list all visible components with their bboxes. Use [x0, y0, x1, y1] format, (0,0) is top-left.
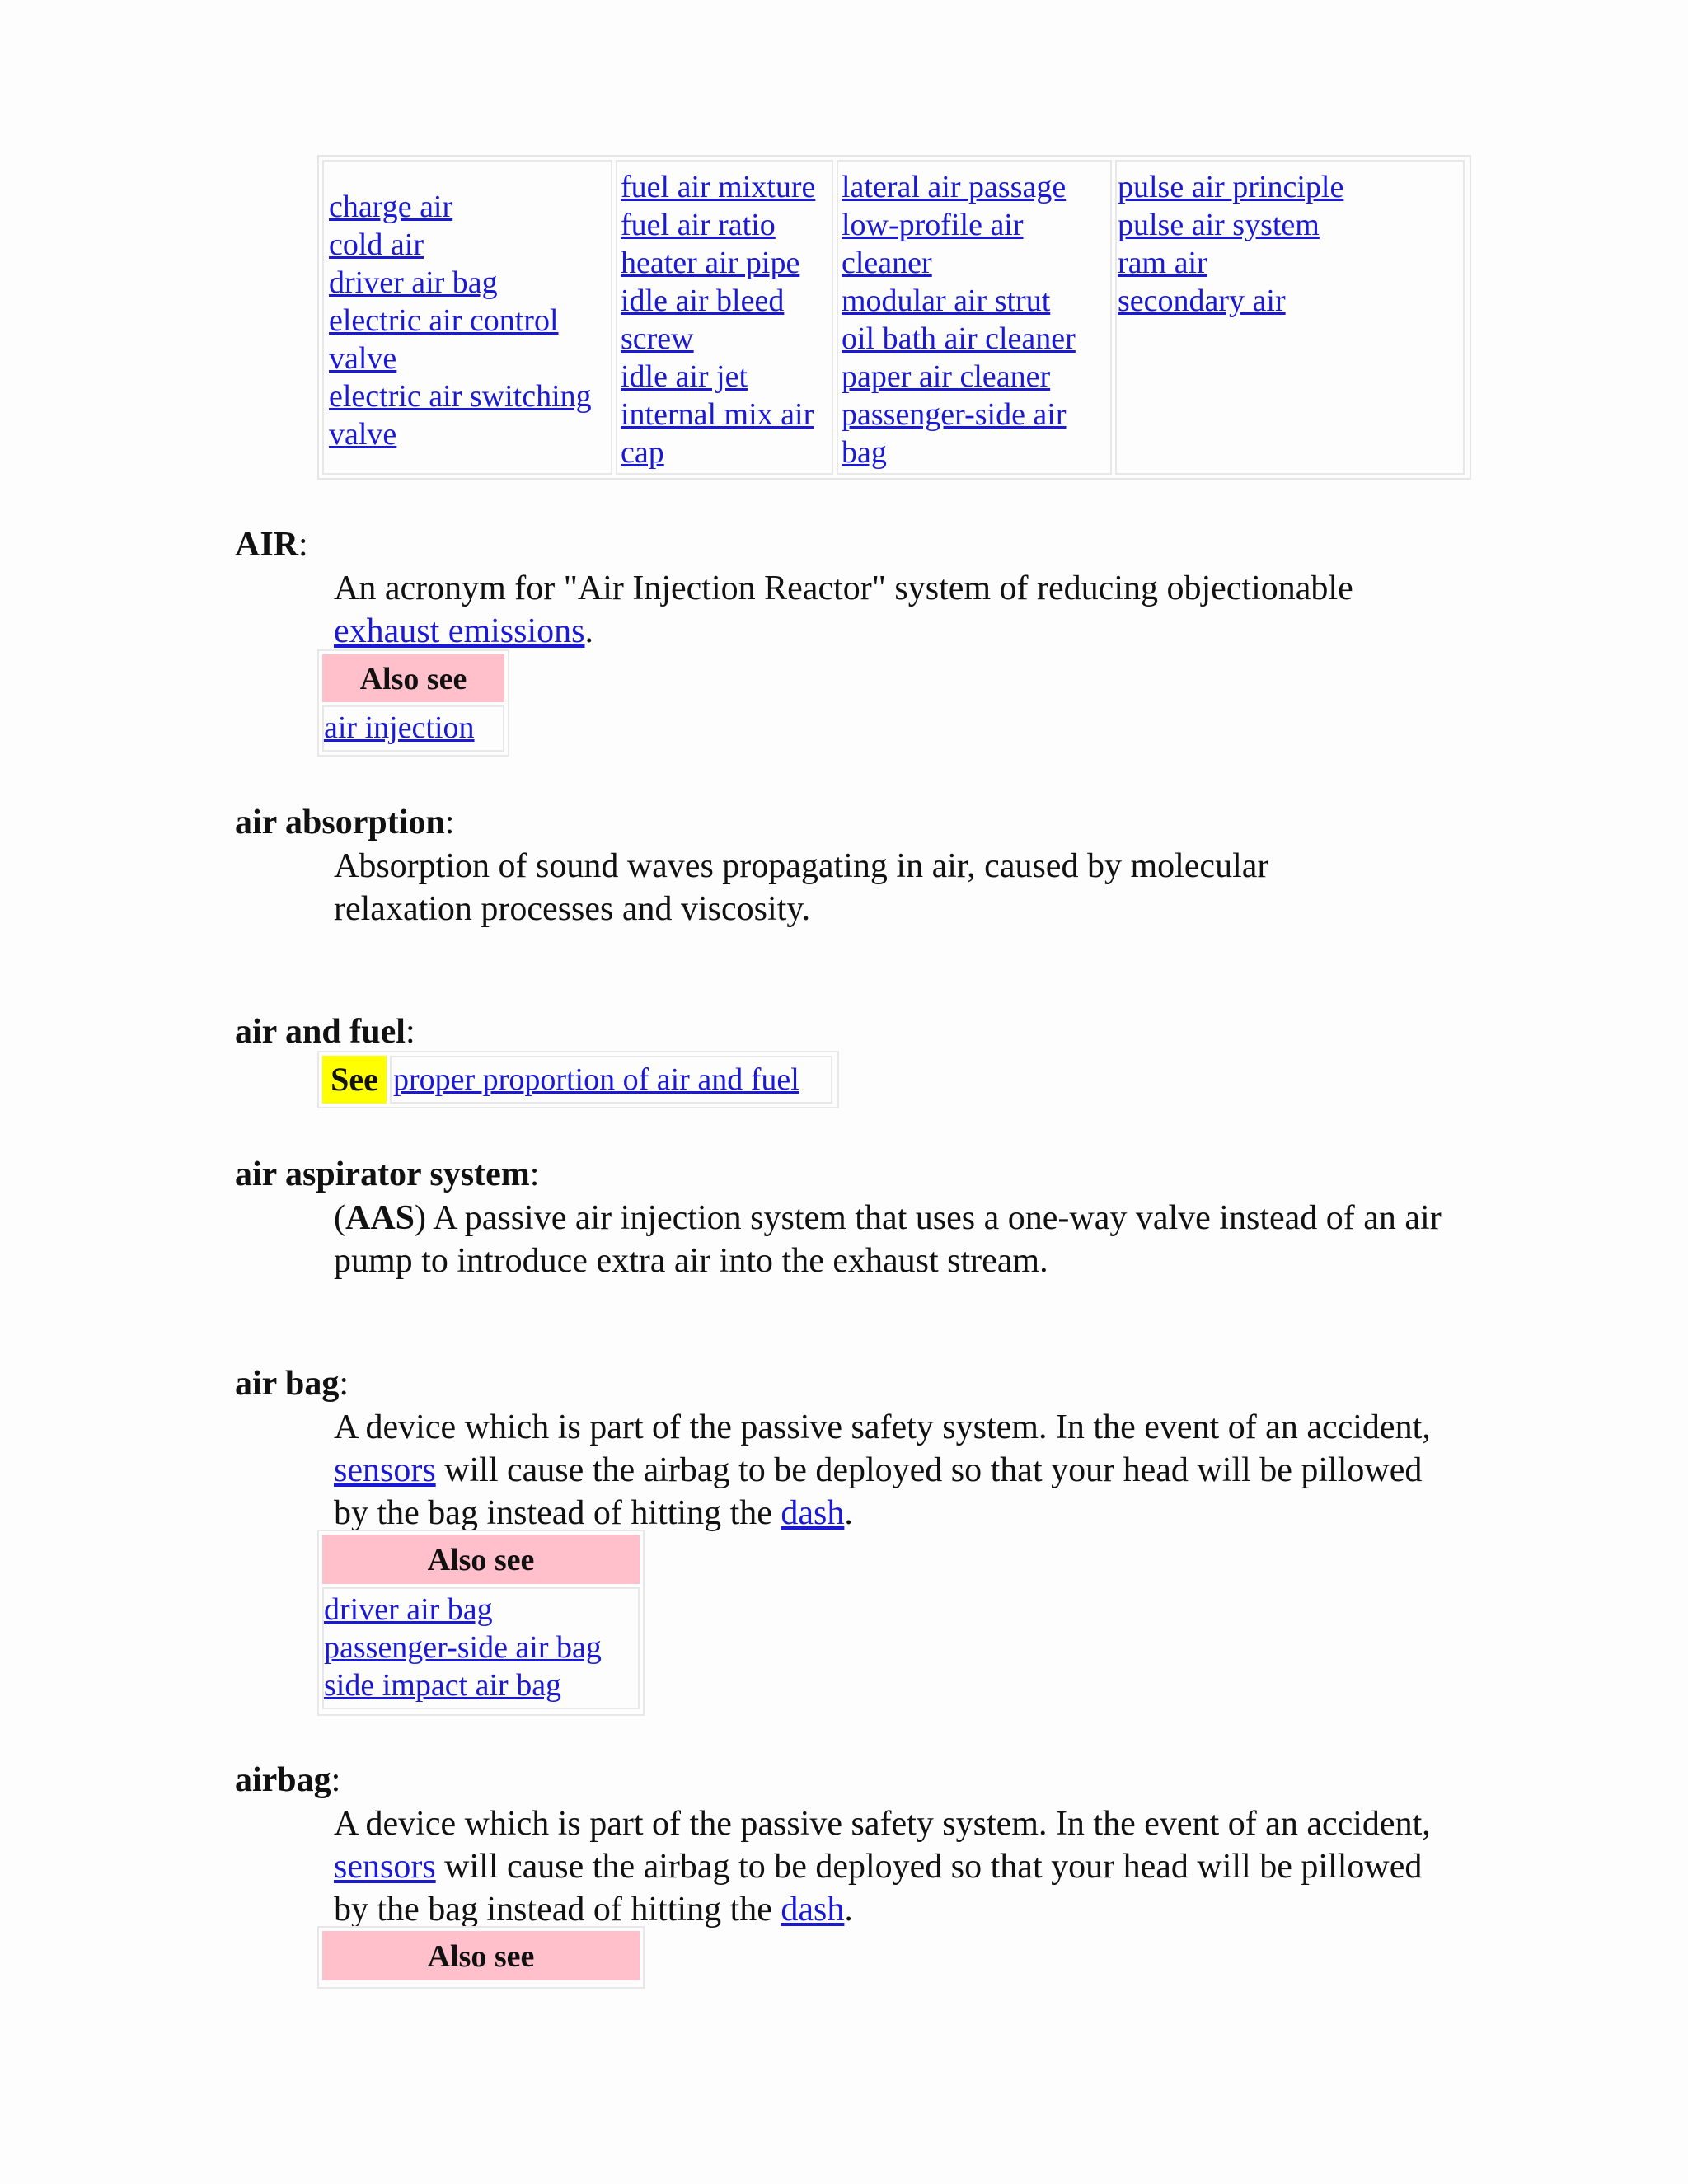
list-item — [842, 396, 1110, 471]
term-name: air bag — [235, 1365, 340, 1403]
also-see-links — [322, 1587, 640, 1709]
term-link[interactable]: secondary air — [1118, 284, 1286, 318]
definition-text: A device which is part of the passive safety system. In the event of an accident, — [334, 1408, 1431, 1446]
term-link[interactable]: driver air bag — [329, 265, 498, 300]
term-heading-air-and-fuel — [235, 1011, 415, 1052]
term-link[interactable]: ram air — [1118, 246, 1207, 280]
related-terms-column-1 — [322, 160, 612, 475]
definition-text: . — [584, 612, 593, 650]
sensors-link[interactable]: sensors — [334, 1848, 436, 1886]
term-name: AIR — [235, 526, 299, 564]
list-item — [621, 358, 832, 396]
term-link[interactable]: pulse air principle — [1118, 170, 1344, 204]
list-item — [842, 320, 1110, 358]
definition-air — [334, 567, 1455, 653]
driver-air-bag-link[interactable]: driver air bag — [324, 1592, 493, 1627]
term-link[interactable]: modular air strut — [842, 284, 1051, 318]
list-item — [329, 264, 611, 302]
definition-air-absorption: Absorption of sound waves propagating in air, caused by molecular relaxation processes and viscosity. — [334, 847, 1269, 928]
term-link[interactable]: electric air control valve — [329, 303, 559, 376]
definition-text: An acronym for "Air Injection Reactor" system of reducing objectionable — [334, 569, 1353, 607]
list-item — [324, 1591, 638, 1629]
definition-text: A device which is part of the passive safety system. In the event of an accident, — [334, 1805, 1431, 1843]
list-item — [621, 282, 832, 358]
also-see-header: Also see — [322, 1535, 640, 1584]
see-link-cell — [390, 1056, 832, 1104]
term-link[interactable]: pulse air system — [1118, 208, 1320, 242]
open-paren: ( — [334, 1199, 345, 1237]
list-item — [1118, 206, 1463, 244]
exhaust-emissions-link[interactable]: exhaust emissions — [334, 612, 585, 650]
term-link[interactable]: electric air switching valve — [329, 379, 592, 452]
list-item — [329, 188, 611, 226]
term-colon: : — [529, 1155, 540, 1193]
list-item — [842, 206, 1110, 282]
term-link[interactable]: low-profile air cleaner — [842, 208, 1024, 280]
list-item — [1118, 244, 1463, 282]
term-name: air and fuel — [235, 1013, 406, 1051]
list-item — [324, 1629, 638, 1666]
term-name: air aspirator system — [235, 1155, 530, 1193]
dash-link[interactable]: dash — [781, 1494, 845, 1532]
proper-proportion-link[interactable]: proper proportion of air and fuel — [393, 1062, 799, 1097]
also-see-box — [317, 649, 509, 757]
also-see-links — [322, 705, 504, 752]
term-colon: : — [444, 804, 455, 841]
term-link[interactable]: lateral air passage — [842, 170, 1067, 204]
term-heading-air-aspirator-system — [235, 1154, 539, 1195]
definition-text: will cause the airbag to be deployed so that your head will be pillowed by the bag instead of hitting the — [334, 1848, 1423, 1929]
term-heading-airbag — [235, 1760, 340, 1801]
list-item — [329, 226, 611, 264]
term-colon: : — [331, 1761, 341, 1799]
abbreviation: AAS — [345, 1199, 415, 1237]
also-see-box — [317, 1530, 645, 1716]
also-see-header: Also see — [322, 654, 504, 702]
see-label: See — [322, 1056, 387, 1104]
list-item — [621, 206, 832, 244]
term-heading-air-bag — [235, 1363, 349, 1404]
definition-air-aspirator-system — [334, 1197, 1463, 1282]
term-colon: : — [339, 1365, 349, 1403]
definition-airbag — [334, 1802, 1455, 1931]
definition-text: . — [844, 1891, 853, 1929]
list-item — [1118, 168, 1463, 206]
list-item — [842, 168, 1110, 206]
term-name: airbag — [235, 1761, 331, 1799]
term-link[interactable]: idle air jet — [621, 359, 748, 394]
definition-text: will cause the airbag to be deployed so that your head will be pillowed by the bag instead of hitting the — [334, 1451, 1423, 1532]
term-link[interactable]: fuel air mixture — [621, 170, 816, 204]
list-item — [621, 396, 832, 471]
sensors-link[interactable]: sensors — [334, 1451, 436, 1489]
side-impact-air-bag-link[interactable]: side impact air bag — [324, 1668, 562, 1703]
term-heading-air — [235, 524, 308, 565]
term-link[interactable]: paper air cleaner — [842, 359, 1051, 394]
list-item — [621, 244, 832, 282]
term-colon: : — [298, 526, 308, 564]
related-terms-column-2 — [616, 160, 833, 475]
close-paren: ) — [415, 1199, 427, 1237]
also-see-header: Also see — [322, 1931, 640, 1980]
term-link[interactable]: cold air — [329, 227, 424, 262]
see-reference-box — [317, 1051, 839, 1108]
definition-text: . — [844, 1494, 853, 1532]
term-link[interactable]: passenger-side air bag — [842, 397, 1067, 470]
list-item — [329, 377, 611, 453]
term-link[interactable]: fuel air ratio — [621, 208, 776, 242]
related-terms-column-4 — [1115, 160, 1465, 475]
list-item — [1118, 282, 1463, 320]
definition-text: A passive air injection system that uses a one-way valve instead of an air pump to introduce extra air into the exhaust stream. — [334, 1199, 1442, 1280]
term-link[interactable]: heater air pipe — [621, 246, 800, 280]
also-see-box — [317, 1926, 645, 1989]
passenger-side-air-bag-link[interactable]: passenger-side air bag — [324, 1630, 602, 1665]
list-item — [329, 302, 611, 377]
term-heading-air-absorption — [235, 802, 454, 843]
term-link[interactable]: charge air — [329, 190, 453, 224]
term-link[interactable]: internal mix air cap — [621, 397, 814, 470]
list-item — [842, 358, 1110, 396]
related-terms-table — [317, 155, 1471, 480]
term-link[interactable]: idle air bleed screw — [621, 284, 785, 356]
list-item — [324, 1666, 638, 1704]
list-item — [621, 168, 832, 206]
air-injection-link[interactable]: air injection — [324, 710, 475, 745]
term-colon: : — [405, 1013, 415, 1051]
definition-air-bag — [334, 1406, 1455, 1535]
term-link[interactable]: oil bath air cleaner — [842, 321, 1076, 356]
dash-link[interactable]: dash — [781, 1891, 845, 1929]
term-name: air absorption — [235, 804, 445, 841]
related-terms-column-3 — [837, 160, 1112, 475]
list-item — [842, 282, 1110, 320]
